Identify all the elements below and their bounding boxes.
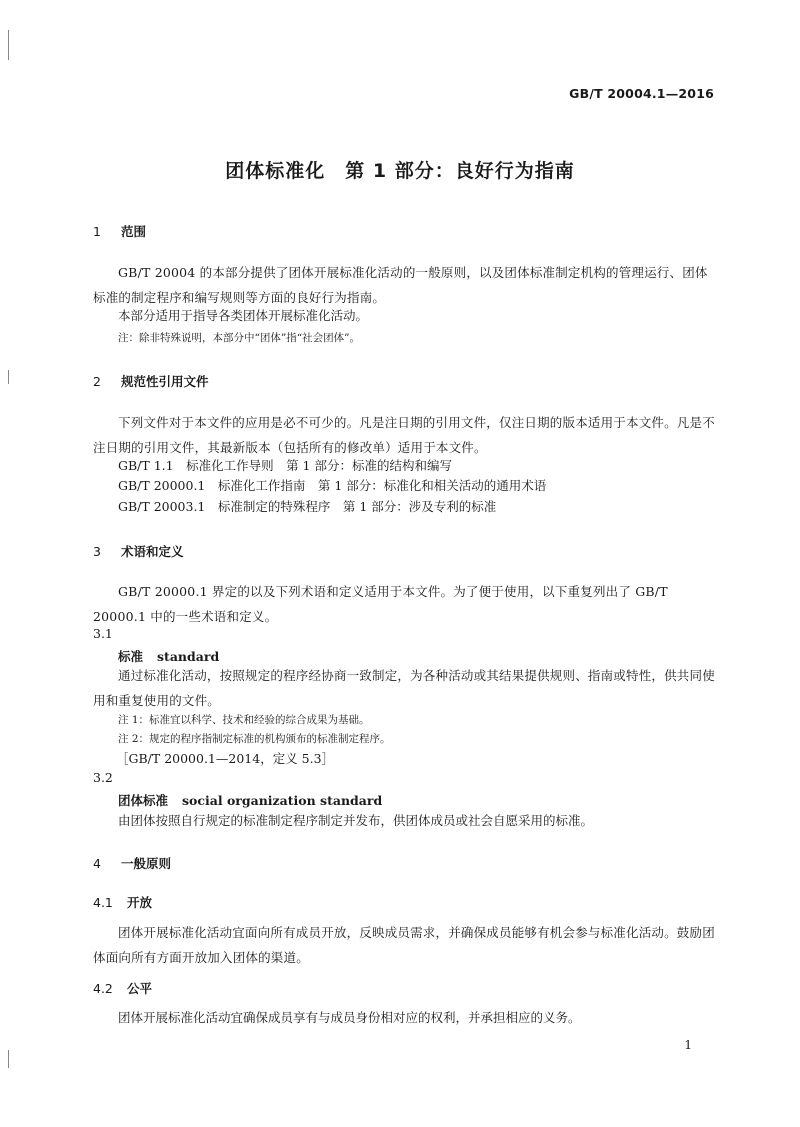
paragraph: GB/T 20004 的本部分提供了团体开展标准化活动的一般原则，以及团体标准制定机构的管理运行、团体标准的制定程序和编写规则等方面的良好行为指南。 [93, 265, 708, 305]
term-definition: 由团体按照自行规定的标准制定程序制定并发布，供团体成员或社会自愿采用的标准。 [118, 813, 594, 828]
section-number: 2 [93, 374, 101, 389]
section-title: 一般原则 [121, 856, 172, 871]
section-heading-scope [93, 222, 146, 240]
section-number: 4 [93, 856, 101, 871]
scan-edge-mark [8, 370, 9, 384]
section-title: 范围 [121, 224, 147, 239]
term-number: 3.1 [93, 626, 113, 641]
section-heading-normative [93, 372, 209, 390]
term-name-en: social organization standard [182, 793, 383, 808]
note: 注 1：标准宜以科学、技术和经验的综合成果为基础。 [118, 714, 370, 726]
term-name [118, 791, 382, 809]
paragraph: 本部分适用于指导各类团体开展标准化活动。 [118, 308, 369, 323]
standard-code: GB/T 20004.1—2016 [569, 86, 714, 101]
scan-edge-mark [8, 30, 9, 60]
subsection-title: 开放 [127, 895, 153, 910]
paragraph: GB/T 20000.1 界定的以及下列术语和定义适用于本文件。为了便于使用，以下重复列出了 GB/T 20000.1 中的一些术语和定义。 [93, 584, 668, 624]
page-number: 1 [684, 1038, 692, 1052]
subsection-heading-fair [93, 979, 152, 997]
section-number: 3 [93, 544, 101, 559]
paragraph: 下列文件对于本文件的应用是必不可少的。凡是注日期的引用文件，仅注日期的版本适用于本文件。凡是不注日期的引用文件，其最新版本（包括所有的修改单）适用于本文件。 [93, 415, 715, 455]
section-heading-principles [93, 854, 171, 872]
section-title: 术语和定义 [121, 544, 184, 559]
term-name-zh: 团体标准 [118, 793, 169, 808]
subsection-number: 4.1 [93, 895, 113, 910]
term-name-en: standard [157, 649, 220, 664]
scan-edge-mark [8, 1050, 9, 1068]
document-title: 团体标准化 第 1 部分：良好行为指南 [225, 160, 575, 182]
term-source: ［GB/T 20000.1—2014，定义 5.3］ [116, 751, 335, 766]
term-number: 3.2 [93, 770, 113, 785]
section-heading-terms [93, 542, 184, 560]
paragraph: 团体开展标准化活动宜确保成员享有与成员身份相对应的权利，并承担相应的义务。 [118, 1010, 581, 1025]
note: 注：除非特殊说明，本部分中“团体”指“社会团体”。 [118, 332, 360, 344]
reference-item: GB/T 20003.1 标准制定的特殊程序 第 1 部分：涉及专利的标准 [118, 499, 497, 514]
section-number: 1 [93, 224, 101, 239]
note: 注 2：规定的程序指制定标准的机构颁布的标准制定程序。 [118, 733, 391, 745]
reference-item: GB/T 20000.1 标准化工作指南 第 1 部分：标准化和相关活动的通用术语 [118, 478, 547, 493]
subsection-title: 公平 [127, 981, 153, 996]
subsection-heading-open [93, 893, 152, 911]
term-definition: 通过标准化活动，按照规定的程序经协商一致制定，为各种活动或其结果提供规则、指南或特性，供共同使用和重复使用的文件。 [93, 668, 715, 708]
section-title: 规范性引用文件 [121, 374, 209, 389]
reference-item: GB/T 1.1 标准化工作导则 第 1 部分：标准的结构和编写 [118, 458, 452, 473]
paragraph: 团体开展标准化活动宜面向所有成员开放，反映成员需求，并确保成员能够有机会参与标准化活动。鼓励团体面向所有方面开放加入团体的渠道。 [93, 925, 715, 965]
subsection-number: 4.2 [93, 981, 113, 996]
term-name-zh: 标准 [118, 649, 144, 664]
